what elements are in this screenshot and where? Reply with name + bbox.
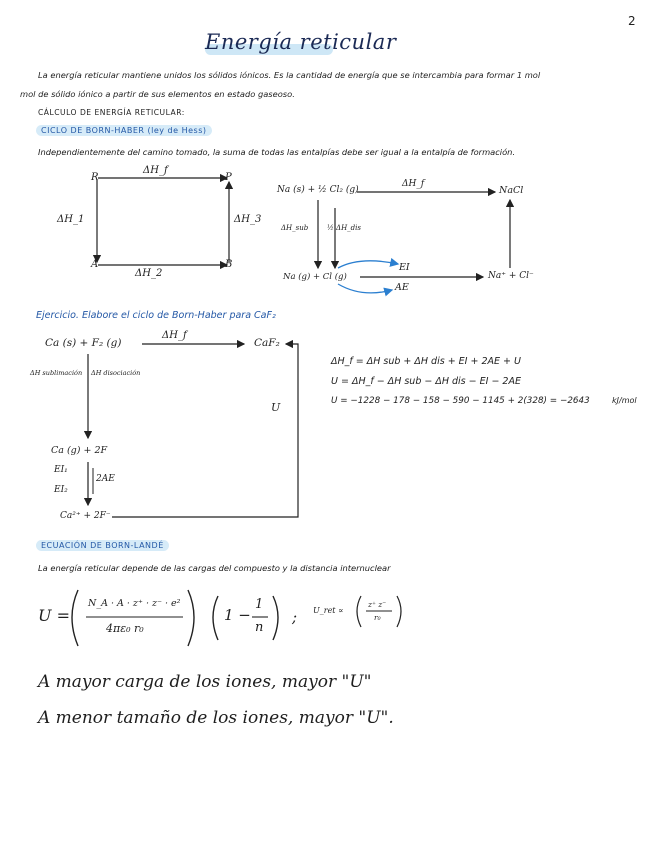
caf2-u-label: U bbox=[271, 401, 281, 414]
conclusion-1: A mayor carga de los iones, mayor "U" bbox=[38, 672, 372, 692]
paren-open-1 bbox=[72, 590, 78, 646]
intro-line-2: mol de sólido iónico a partir de sus elementos en estado gaseoso. bbox=[20, 89, 295, 99]
page-number: 2 bbox=[628, 14, 636, 28]
conclusion-2: A menor tamaño de los iones, mayor "U". bbox=[38, 708, 394, 728]
formula-frac-den: n bbox=[255, 620, 264, 635]
square-corner-r: R bbox=[91, 172, 99, 183]
caf2-2ae: 2AE bbox=[96, 474, 115, 484]
paren-close-1 bbox=[188, 590, 194, 646]
caf2-top-label: ΔH_f bbox=[162, 330, 187, 341]
formula-frac-num: 1 bbox=[255, 597, 264, 612]
nacl-ions: Na⁺ + Cl⁻ bbox=[488, 271, 534, 281]
nacl-reactants: Na (s) + ½ Cl₂ (g) bbox=[277, 185, 359, 195]
paren-open-2 bbox=[213, 596, 218, 640]
caf2-product: CaF₂ bbox=[254, 337, 280, 349]
paren-open-3 bbox=[357, 596, 361, 627]
nacl-ae-label: AE bbox=[395, 282, 409, 293]
caf2-reactants: Ca (s) + F₂ (g) bbox=[45, 337, 122, 349]
formula-one-minus: 1 − bbox=[224, 606, 251, 624]
caf2-sub-label: ΔH sublimación bbox=[30, 369, 83, 377]
square-corner-a: A bbox=[91, 259, 99, 270]
intro-line-1: La energía reticular mantiene unidos los sólidos iónicos. Es la cantidad de energía que se intercambia para formar 1 mol bbox=[38, 70, 541, 80]
nacl-sub-label: ΔH_sub bbox=[281, 224, 309, 232]
square-bottom-label: ΔH_2 bbox=[135, 268, 163, 279]
formula-uret: U_ret ∝ bbox=[313, 606, 344, 615]
born-lande-statement: La energía reticular depende de las cargas del compuesto y la distancia internuclear bbox=[38, 563, 391, 573]
nacl-half-dis: ½ ΔH_dis bbox=[327, 224, 361, 232]
nacl-ei-label: EI bbox=[399, 262, 410, 273]
paren-close-3 bbox=[397, 596, 401, 627]
born-lande-label: ECUACIÓN DE BORN-LANDÉ bbox=[36, 540, 169, 551]
exercise-heading: Ejercicio. Elabore el ciclo de Born-Haber para CaF₂ bbox=[36, 310, 276, 321]
page-title: Energía reticular bbox=[205, 30, 397, 54]
caf2-gas: Ca (g) + 2F bbox=[51, 445, 108, 456]
nacl-blue-ae-arrow bbox=[338, 284, 392, 293]
calc-heading: CÁLCULO DE ENERGÍA RETICULAR: bbox=[38, 108, 185, 117]
formula-small-den: r₀ bbox=[374, 613, 381, 622]
square-corner-b: B bbox=[225, 259, 233, 270]
caf2-eq2: U = ΔH_f − ΔH sub − ΔH dis − EI − 2AE bbox=[331, 376, 521, 387]
caf2-ions: Ca²⁺ + 2F⁻ bbox=[60, 511, 111, 521]
square-right-label: ΔH_3 bbox=[234, 214, 262, 225]
nacl-product: NaCl bbox=[499, 185, 524, 196]
square-left-label: ΔH_1 bbox=[57, 214, 85, 225]
nacl-top-label: ΔH_f bbox=[402, 179, 425, 189]
formula-u: U = bbox=[38, 606, 70, 625]
formula-semicolon: ; bbox=[292, 608, 298, 626]
born-haber-statement: Independientemente del camino tomado, la suma de todas las entalpías debe ser igual a la entalpía de formación. bbox=[38, 147, 516, 157]
formula-numerator: N_A · A · z⁺ · z⁻ · e² bbox=[88, 598, 181, 609]
caf2-ei2: EI₂ bbox=[54, 485, 68, 495]
square-top-label: ΔH_f bbox=[143, 165, 168, 176]
nacl-blue-ei-arrow bbox=[338, 261, 398, 268]
formula-small-num: z⁺ z⁻ bbox=[368, 600, 387, 609]
caf2-eq3: U = −1228 − 178 − 158 − 590 − 1145 + 2(328) = −2643 bbox=[331, 396, 590, 406]
square-corner-p: P bbox=[225, 172, 232, 183]
born-haber-label: CICLO DE BORN-HABER (ley de Hess) bbox=[36, 125, 212, 136]
caf2-eq1: ΔH_f = ΔH sub + ΔH dis + EI + 2AE + U bbox=[331, 356, 521, 367]
caf2-ei1: EI₁ bbox=[54, 465, 68, 475]
paren-close-2 bbox=[273, 596, 278, 640]
caf2-dis-label: ΔH disociación bbox=[91, 369, 141, 377]
caf2-eq3-unit: kJ/mol bbox=[612, 396, 637, 405]
nacl-gas: Na (g) + Cl (g) bbox=[283, 272, 347, 282]
formula-denominator: 4πε₀ r₀ bbox=[106, 622, 144, 635]
